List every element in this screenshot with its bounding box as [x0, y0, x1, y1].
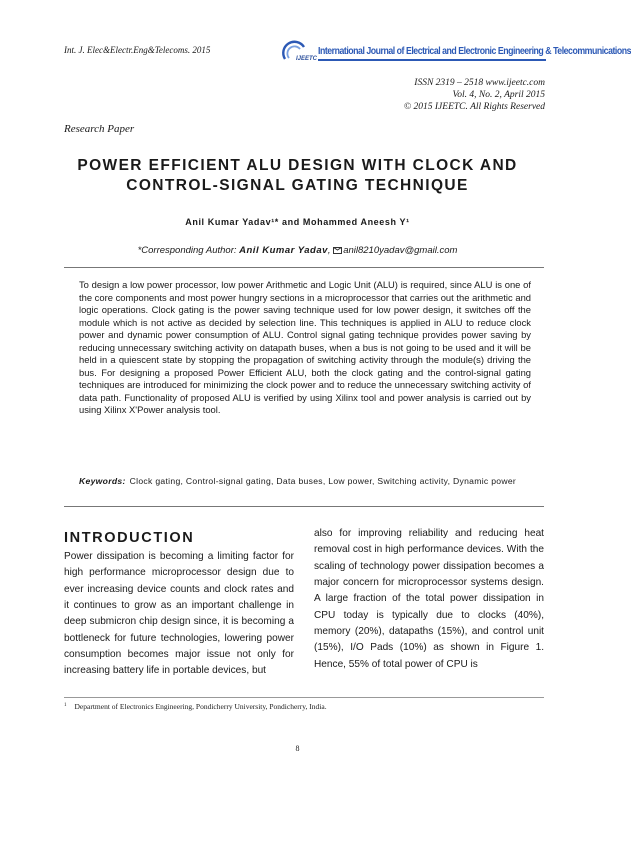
footnote-text: Department of Electronics Engineering, Pondicherry University, Pondicherry, India.: [74, 702, 327, 711]
footnote-marker: 1: [64, 702, 67, 708]
introduction-heading: INTRODUCTION: [64, 530, 195, 546]
paper-title: POWER EFFICIENT ALU DESIGN WITH CLOCK AND CONTROL-SIGNAL GATING TECHNIQUE: [77, 157, 518, 194]
journal-logo-rule: [318, 59, 546, 61]
keywords: [79, 476, 531, 488]
section-label: Research Paper: [64, 123, 135, 135]
keywords-list: Clock gating, Control-signal gating, Data buses, Low power, Switching activity, Dynamic power: [129, 476, 517, 486]
journal-logo: [282, 37, 631, 69]
running-head: Int. J. Elec&Electr.Eng&Telecoms. 2015: [64, 45, 211, 55]
abstract-bottom-rule: [64, 506, 544, 507]
introduction-right-column: [314, 526, 544, 673]
footnote: [64, 702, 327, 711]
introduction-right-text: also for improving reliability and reducing heat removal cost in high performance devices. With the scaling of technology power dissipation becomes a major concern for microprocessor systems design. A large fraction of the total power dissipation in CPU today is typically due to clocks (40%), memory (20%), datapaths (15%), and control unit (15%), I/O Pads (10%) as shown in Figure 1. Hence, 55% of total power of CPU is: [314, 528, 544, 670]
publication-meta: [404, 77, 545, 113]
corresponding-author: *Corresponding Author: Anil Kumar Yadav, anil8210yadav@gmail.com: [137, 245, 458, 256]
abstract-top-rule: [64, 267, 544, 268]
footnote-rule: [64, 697, 544, 698]
introduction-left-text: Power dissipation is becoming a limiting factor for high performance microprocessor design due to ever increasing device counts and clock rates and it continues to grow as an important challenge in deep submicron chip design since, it is becoming a bottleneck for future technologies, lowering power consumption becomes major issue not only for increasing battery life in portable devices, but: [64, 551, 294, 677]
corresponding-prefix: *Corresponding Author:: [137, 245, 240, 256]
keywords-label: Keywords:: [79, 476, 126, 486]
issn-line: ISSN 2319 – 2518 www.ijeetc.com: [414, 78, 545, 88]
introduction-left-column: [64, 530, 294, 680]
paper-authors: Anil Kumar Yadav¹* and Mohammed Aneesh Y¹: [185, 217, 410, 227]
envelope-icon: [333, 247, 342, 254]
page-number: 8: [295, 744, 300, 753]
journal-logo-title: International Journal of Electrical and Electronic Engineering & Telecommunications: [318, 46, 631, 57]
abstract-text: To design a low power processor, low power Arithmetic and Logic Unit (ALU) is required, since ALU is one of the core components and most power hungry sections in a microprocessor that carries out the arithmetic and logic operations. Clock gating is the power saving technique used for low power design, it switches off the module which is not active as decided by selection line. This techniques is applied in ALU to reduce clock power and dynamic power consumption of ALU. Control signal gating technique provides power saving by reducing unnecessary switching activity on datapath buses, when a bus is not going to be used and it will be held in a quiescent state by stopping the propagation of switching activity through the module(s) driving the bus. For designing a proposed Power Efficient ALU, both the clock gating and the control-signal gating techniques are introduced for minimizing the clock power and to reduce the unnecessary switching activity of data path. Functionality of proposed ALU is verified by using Xilinx tool and power analysis is carried out by using Xilinx X'Power analysis tool.: [79, 279, 531, 416]
corresponding-name: Anil Kumar Yadav: [239, 245, 328, 256]
copyright-line: © 2015 IJEETC. All Rights Reserved: [403, 102, 545, 112]
journal-logo-abbr: IJEETC: [296, 56, 318, 62]
volume-line: Vol. 4, No. 2, April 2015: [452, 90, 545, 100]
corresponding-email[interactable]: anil8210yadav@gmail.com: [343, 245, 458, 256]
